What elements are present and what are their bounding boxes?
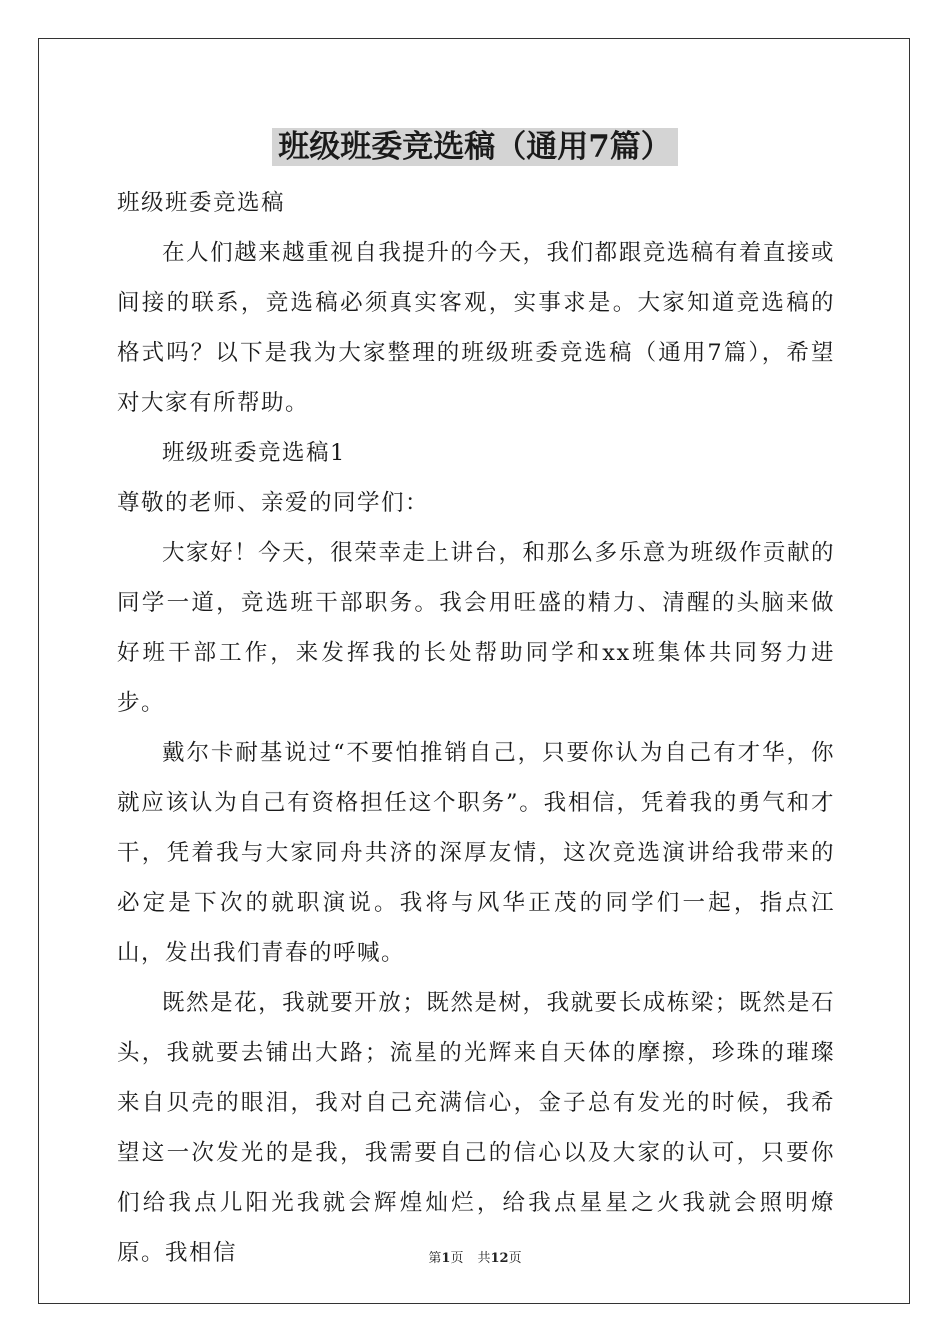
section-heading: 班级班委竞选稿1 [162, 440, 346, 466]
body-paragraph: 戴尔卡耐基说过“不要怕推销自己，只要你认为自己有才华，你就应该认为自己有资格担任这个职务”。我相信，凭着我的勇气和才干，凭着我与大家同舟共济的深厚友情，这次竞选演讲给我带来的必定是下次的就职演说。我将与风华正茂的同学们一起，指点江山，发出我们青春的呼喊。 [117, 740, 835, 966]
body-paragraph: 大家好！今天，很荣幸走上讲台，和那么多乐意为班级作贡献的同学一道，竞选班干部职务。我会用旺盛的精力、清醒的头脑来做好班干部工作，来发挥我的长处帮助同学和xx班集体共同努力进步。 [117, 540, 835, 716]
page-number: 1 [441, 1251, 451, 1266]
subtitle-paragraph: 班级班委竞选稿 [117, 190, 286, 216]
document-title: 班级班委竞选稿（通用7篇） [272, 128, 678, 166]
document-body [117, 178, 835, 1278]
total-prefix: 共 [477, 1251, 491, 1266]
title-container [0, 128, 950, 166]
salutation-paragraph: 尊敬的老师、亲爱的同学们： [117, 490, 430, 516]
total-pages: 12 [490, 1251, 509, 1266]
total-suffix: 页 [508, 1251, 522, 1266]
intro-paragraph: 在人们越来越重视自我提升的今天，我们都跟竞选稿有着直接或间接的联系，竞选稿必须真实客观，实事求是。大家知道竞选稿的格式吗？以下是我为大家整理的班级班委竞选稿（通用7篇），希望对大家有所帮助。 [117, 240, 835, 416]
page-prefix: 第 [428, 1251, 442, 1266]
page-footer [0, 1247, 950, 1266]
page-suffix: 页 [450, 1251, 464, 1266]
body-paragraph: 既然是花，我就要开放；既然是树，我就要长成栋梁；既然是石头，我就要去铺出大路；流星的光辉来自天体的摩擦，珍珠的璀璨来自贝壳的眼泪，我对自己充满信心，金子总有发光的时候，我希望这一次发光的是我，我需要自己的信心以及大家的认可，只要你们给我点儿阳光我就会辉煌灿烂，给我点星星之火我就会照明燎原。我相信 [117, 990, 835, 1266]
